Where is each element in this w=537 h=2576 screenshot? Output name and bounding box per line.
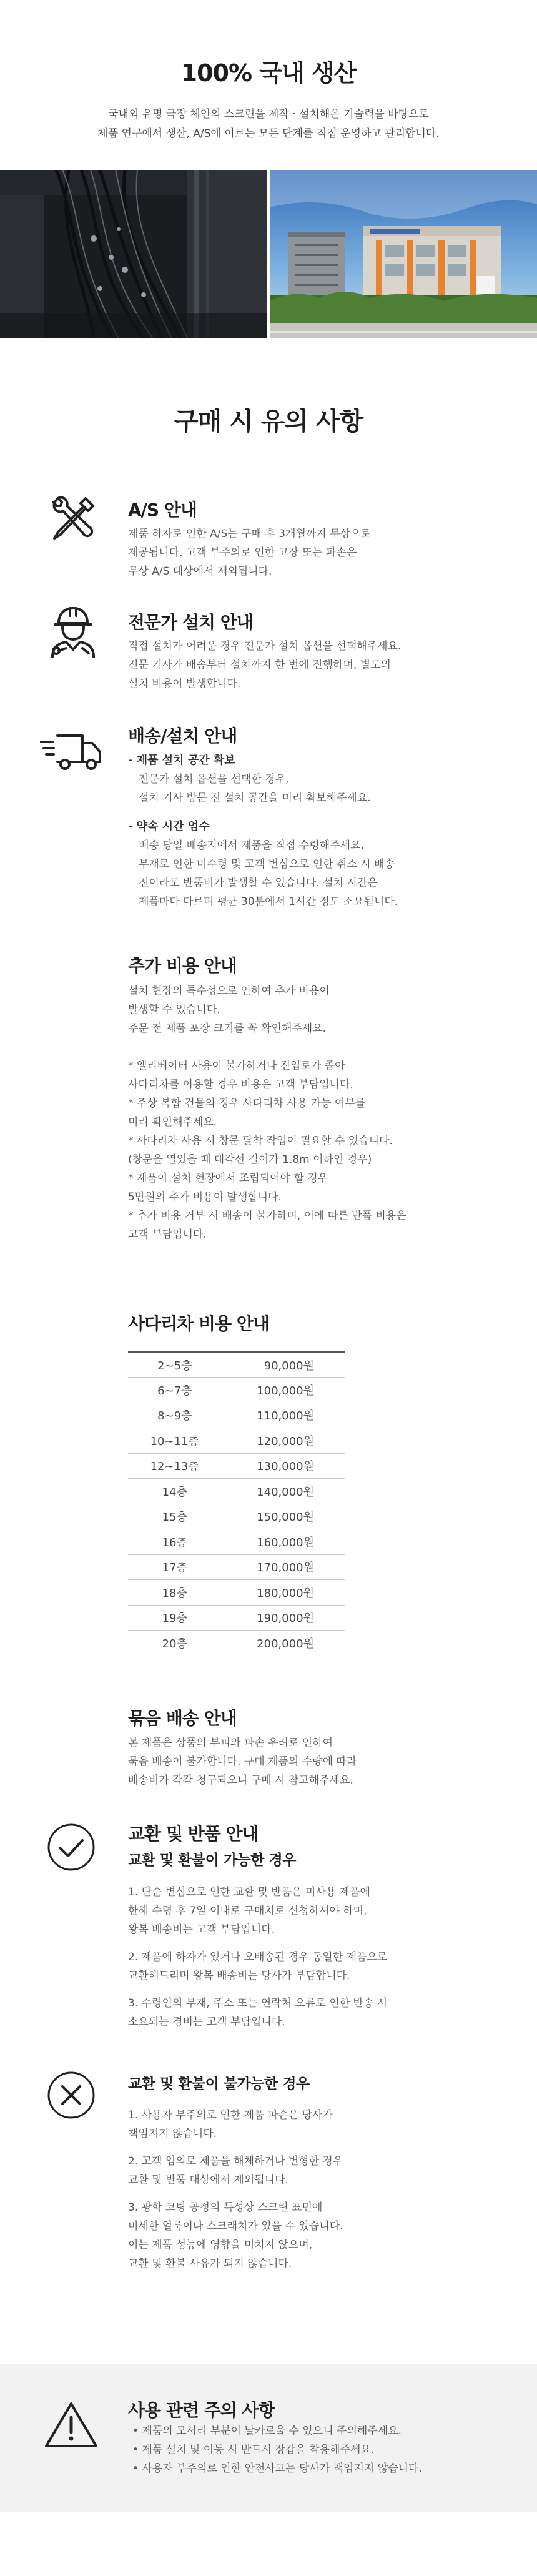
floor-cell: 6~7층 (128, 1378, 222, 1403)
note-line: 5만원의 추가 비용이 발생합니다. (128, 1191, 282, 1203)
price-cell: 110,000원 (222, 1403, 345, 1428)
price-cell: 200,000원 (222, 1631, 345, 1656)
space-line: 설치 기사 방문 전 설치 공간을 미리 확보해주세요. (139, 792, 371, 804)
extra-notes (128, 1057, 406, 1244)
possible-list (128, 1883, 387, 2031)
install-line: 전문 기사가 배송부터 설치까지 한 번에 진행하며, 별도의 (128, 659, 391, 671)
as-line: 무상 A/S 대상에서 제외됩니다. (128, 565, 272, 578)
price-cell: 180,000원 (222, 1580, 345, 1606)
caution-item-text: 사용자 부주의로 인한 안전사고는 당사가 책임지지 않습니다. (142, 2462, 422, 2475)
time-line: 배송 당일 배송지에서 제품을 직접 수령해주세요. (139, 839, 364, 852)
list-item: 1. 단순 변심으로 인한 교환 및 반품은 미사용 제품에 (128, 1886, 370, 1898)
as-line: 제품 하자로 인한 A/S는 구매 후 3개월까지 무상으로 (128, 528, 371, 540)
intro-line: 제품 연구에서 생산, A/S에 이르는 모든 단계를 직접 운영하고 관리합니다. (97, 127, 440, 140)
caution-title: 사용 관련 주의 사항 (128, 2400, 275, 2421)
note-line: 사다리차를 이용할 경우 비용은 고객 부담입니다. (128, 1078, 353, 1091)
impossible-list (128, 2106, 343, 2273)
list-item: 이는 제품 성능에 영향을 미치지 않으며, (128, 2239, 313, 2251)
price-cell: 160,000원 (222, 1529, 345, 1555)
price-cell: 130,000원 (222, 1453, 345, 1479)
tools-icon (47, 493, 98, 545)
floor-cell: 17층 (128, 1554, 222, 1580)
list-item: 3. 수령인의 부재, 주소 또는 연락처 오류로 인한 반송 시 (128, 1997, 388, 2010)
note-line: (창문을 열었을 때 대각선 길이가 1.8m 이하인 경우) (128, 1153, 372, 1166)
floor-cell: 14층 (128, 1479, 222, 1504)
warning-icon (44, 2400, 99, 2450)
ladder-price-table (128, 1351, 345, 1656)
space-line: 전문가 설치 옵션을 선택한 경우, (139, 773, 289, 786)
note-line: * 엘리베이터 사용이 불가하거나 진입로가 좁아 (128, 1060, 345, 1072)
table-row (128, 1352, 345, 1378)
floor-cell: 2~5층 (128, 1352, 222, 1378)
delivery-title: 배송/설치 안내 (128, 726, 237, 746)
as-text (128, 525, 371, 581)
note-line: * 사다리차 사용 시 창문 탈착 작업이 필요할 수 있습니다. (128, 1135, 393, 1147)
list-item: 소요되는 경비는 고객 부담입니다. (128, 2016, 285, 2028)
extra-line: 설치 현장의 특수성으로 인하여 추가 비용이 (128, 985, 330, 997)
table-row (128, 1554, 345, 1580)
extra-line: 발생할 수 있습니다. (128, 1004, 220, 1016)
price-cell: 190,000원 (222, 1605, 345, 1631)
floor-cell: 10~11층 (128, 1428, 222, 1454)
caution-item: • 제품 설치 및 이동 시 반드시 장갑을 착용해주세요. (132, 2444, 375, 2456)
extra-text (128, 982, 330, 1038)
price-cell: 100,000원 (222, 1378, 345, 1403)
as-line: 제공됩니다. 고객 부주의로 인한 고장 또는 파손은 (128, 546, 357, 559)
as-title: A/S 안내 (128, 500, 197, 520)
technician-icon (47, 605, 99, 658)
floor-cell: 20층 (128, 1631, 222, 1656)
space-text (139, 770, 371, 807)
list-item: 교환해드리며 왕복 배송비는 당사가 부담합니다. (128, 1970, 350, 1982)
list-item: 한해 수령 후 7일 이내로 구매처로 신청하셔야 하며, (128, 1905, 367, 1917)
install-line: 설치 비용이 발생합니다. (128, 678, 241, 690)
table-row (128, 1378, 345, 1403)
time-heading: - 약속 시간 엄수 (128, 820, 210, 833)
table-row (128, 1479, 345, 1504)
ladder-title: 사다리차 비용 안내 (128, 1313, 269, 1334)
note-line: * 추가 비용 거부 시 배송이 불가하며, 이에 따른 반품 비용은 (128, 1210, 406, 1222)
list-item: 1. 사용자 부주의로 인한 제품 파손은 당사가 (128, 2109, 333, 2121)
note-line: 미리 확인해주세요. (128, 1116, 217, 1128)
floor-cell: 8~9층 (128, 1403, 222, 1428)
floor-cell: 16층 (128, 1529, 222, 1555)
intro-line: 국내외 유명 극장 체인의 스크린을 제작 · 설치해온 기술력을 바탕으로 (108, 108, 429, 121)
table-row (128, 1453, 345, 1479)
price-cell: 140,000원 (222, 1479, 345, 1504)
bundle-line: 배송비가 각각 청구되오니 구매 시 참고해주세요. (128, 1774, 353, 1787)
floor-cell: 18층 (128, 1580, 222, 1606)
returns-title: 교환 및 반품 안내 (128, 1823, 259, 1844)
note-line: 고객 부담입니다. (128, 1228, 207, 1241)
note-line: * 제품이 설치 현장에서 조립되어야 할 경우 (128, 1172, 328, 1185)
check-circle-icon (46, 1822, 96, 1872)
list-item: 교환 및 환불 사유가 되지 않습니다. (128, 2258, 292, 2270)
price-cell: 150,000원 (222, 1504, 345, 1529)
caution-item-text: 제품 설치 및 이동 시 반드시 장갑을 착용해주세요. (142, 2444, 375, 2456)
list-item: 2. 고객 임의로 제품을 해체하거나 변형한 경우 (128, 2155, 343, 2168)
list-item: 2. 제품에 하자가 있거나 오배송된 경우 동일한 제품으로 (128, 1951, 388, 1963)
install-text (128, 637, 401, 693)
list-item: 교환 및 반품 대상에서 제외됩니다. (128, 2174, 288, 2186)
list-item: 3. 광학 코팅 공정의 특성상 스크린 표면에 (128, 2201, 323, 2214)
extra-title: 추가 비용 안내 (128, 955, 237, 976)
floor-cell: 15층 (128, 1504, 222, 1529)
x-circle-icon (46, 2070, 96, 2120)
price-cell: 170,000원 (222, 1554, 345, 1580)
time-line: 제품마다 다르며 평균 30분에서 1시간 정도 소요됩니다. (139, 896, 398, 908)
list-item: 책임지지 않습니다. (128, 2128, 217, 2140)
caution-item: • 사용자 부주의로 인한 안전사고는 당사가 책임지지 않습니다. (132, 2462, 422, 2475)
bundle-title: 묶음 배송 안내 (128, 1708, 237, 1729)
table-row (128, 1403, 345, 1428)
caution-item: • 제품의 모서리 부분이 날카로울 수 있으니 주의해주세요. (132, 2425, 402, 2437)
page-title: 100% 국내 생산 (180, 59, 357, 87)
table-row (128, 1631, 345, 1656)
table-row (128, 1605, 345, 1631)
time-text (139, 836, 398, 911)
price-cell: 120,000원 (222, 1428, 345, 1454)
bundle-line: 묶음 배송이 불가합니다. 구매 제품의 수량에 따라 (128, 1755, 357, 1768)
factory-photo (270, 170, 537, 338)
floor-cell: 12~13층 (128, 1453, 222, 1479)
install-title: 전문가 설치 안내 (128, 612, 253, 633)
bundle-text (128, 1734, 357, 1790)
impossible-title: 교환 및 환불이 불가능한 경우 (128, 2076, 310, 2092)
caution-list (132, 2422, 422, 2478)
time-line: 부재로 인한 미수령 및 고객 변심으로 인한 취소 시 배송 (139, 858, 395, 871)
install-line: 직접 설치가 어려운 경우 전문가 설치 옵션을 선택해주세요. (128, 640, 402, 653)
time-line: 전이라도 반품비가 발생할 수 있습니다. 설치 시간은 (139, 877, 378, 889)
table-row (128, 1529, 345, 1555)
truck-icon (39, 731, 104, 772)
list-item: 미세한 얼룩이나 스크래치가 있을 수 있습니다. (128, 2220, 343, 2233)
cable-photo (0, 170, 267, 338)
table-row (128, 1504, 345, 1529)
bundle-line: 본 제품은 상품의 부피와 파손 우려로 인하여 (128, 1737, 333, 1749)
space-heading: - 제품 설치 공간 확보 (128, 754, 235, 767)
section-title: 구매 시 유의 사항 (174, 407, 363, 436)
hero-images (0, 170, 537, 338)
list-item: 왕복 배송비는 고객 부담입니다. (128, 1923, 275, 1936)
price-cell: 90,000원 (222, 1352, 345, 1378)
note-line: * 주상 복합 건물의 경우 사다리차 사용 가능 여부를 (128, 1097, 366, 1110)
table-row (128, 1428, 345, 1454)
possible-title: 교환 및 환불이 가능한 경우 (128, 1852, 296, 1868)
table-row (128, 1580, 345, 1606)
floor-cell: 19층 (128, 1605, 222, 1631)
caution-item-text: 제품의 모서리 부분이 날카로울 수 있으니 주의해주세요. (142, 2425, 402, 2437)
intro-text (0, 105, 537, 144)
extra-line: 주문 전 제품 포장 크기를 꼭 확인해주세요. (128, 1022, 327, 1035)
